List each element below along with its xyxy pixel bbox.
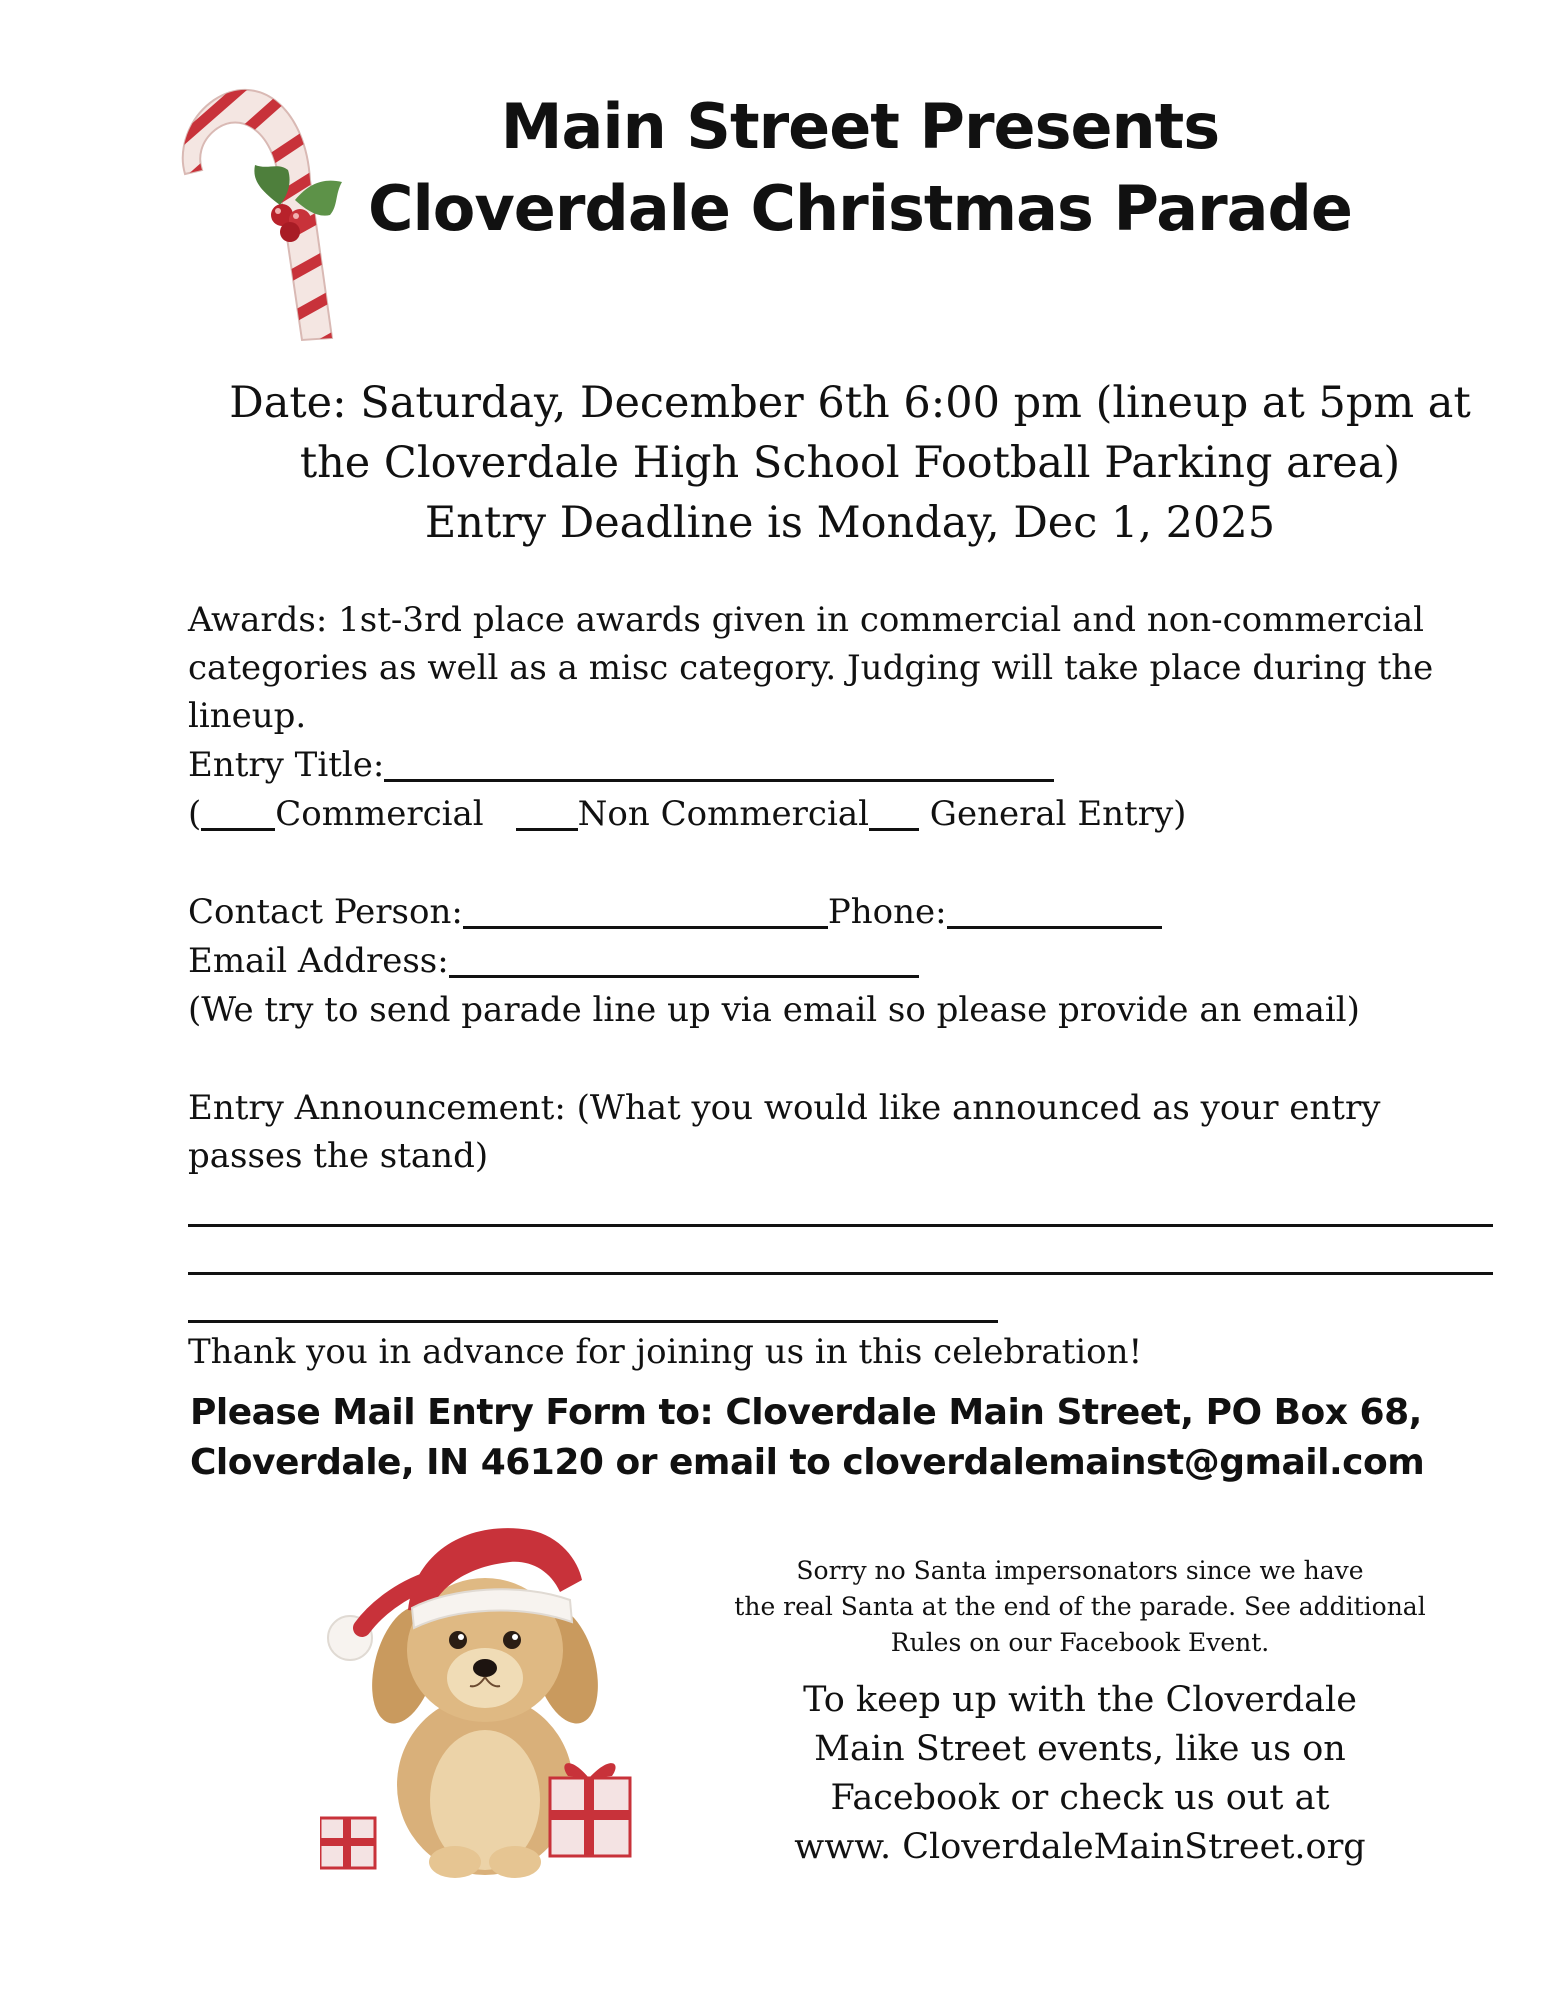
- phone-label: Phone:: [827, 892, 947, 932]
- entry-deadline: Entry Deadline is Monday, Dec 1, 2025: [424, 498, 1276, 548]
- candy-cane-icon: [180, 70, 380, 360]
- awards-line-3: lineup.: [188, 696, 307, 736]
- thank-you-message: Thank you in advance for joining us in this celebration!: [188, 1332, 1143, 1372]
- follow-line-2: Main Street events, like us on: [814, 1729, 1346, 1769]
- flyer-title-event: Cloverdale Christmas Parade: [368, 172, 1352, 245]
- website-url[interactable]: www. CloverdaleMainStreet.org: [794, 1827, 1366, 1867]
- email-row: [188, 941, 919, 981]
- awards-line-1: Awards: 1st-3rd place awards given in commercial and non-commercial: [188, 600, 1425, 640]
- email-address-field[interactable]: [449, 941, 919, 978]
- entry-title-row: [188, 745, 1054, 785]
- announcement-label-line-2: passes the stand): [188, 1136, 489, 1176]
- non-commercial-checkbox-blank[interactable]: [516, 794, 578, 831]
- commercial-label: Commercial: [275, 794, 484, 834]
- announcement-line-3[interactable]: [188, 1320, 998, 1323]
- flyer-title-presenter: Main Street Presents: [500, 90, 1220, 163]
- email-address-label: Email Address:: [188, 941, 449, 981]
- announcement-label-line-1: Entry Announcement: (What you would like announced as your entry: [188, 1088, 1381, 1128]
- entry-category-row: [188, 794, 1186, 834]
- category-open-paren: (: [188, 794, 202, 834]
- contact-person-label: Contact Person:: [188, 892, 463, 932]
- puppy-santa-hat-icon: [320, 1500, 640, 1880]
- event-date-line-1: Date: Saturday, December 6th 6:00 pm (lineup at 5pm at: [229, 378, 1471, 428]
- contact-person-field[interactable]: [463, 892, 828, 929]
- announcement-line-2[interactable]: [188, 1272, 1493, 1275]
- entry-title-field[interactable]: [384, 745, 1054, 782]
- general-entry-label: General Entry): [919, 794, 1187, 834]
- phone-field[interactable]: [947, 892, 1162, 929]
- contact-row: [188, 892, 1162, 932]
- follow-line-3: Facebook or check us out at: [830, 1778, 1330, 1818]
- announcement-line-1[interactable]: [188, 1224, 1493, 1227]
- santa-note-line-2: the real Santa at the end of the parade. See additional: [734, 1592, 1426, 1621]
- mail-instructions-line-2: Cloverdale, IN 46120 or email to cloverdalemainst@gmail.com: [190, 1442, 1425, 1483]
- entry-title-label: Entry Title:: [188, 745, 385, 785]
- general-entry-checkbox-blank[interactable]: [869, 794, 919, 831]
- santa-note-line-1: Sorry no Santa impersonators since we have: [796, 1556, 1364, 1585]
- follow-line-1: To keep up with the Cloverdale: [803, 1680, 1357, 1720]
- commercial-checkbox-blank[interactable]: [201, 794, 275, 831]
- non-commercial-label: Non Commercial: [577, 794, 869, 834]
- mail-instructions-line-1: Please Mail Entry Form to: Cloverdale Main Street, PO Box 68,: [190, 1392, 1422, 1433]
- awards-line-2: categories as well as a misc category. Judging will take place during the: [188, 648, 1434, 688]
- email-note: (We try to send parade line up via email so please provide an email): [188, 990, 1360, 1030]
- santa-note-line-3: Rules on our Facebook Event.: [890, 1628, 1270, 1657]
- event-date-line-2: the Cloverdale High School Football Parking area): [299, 438, 1401, 488]
